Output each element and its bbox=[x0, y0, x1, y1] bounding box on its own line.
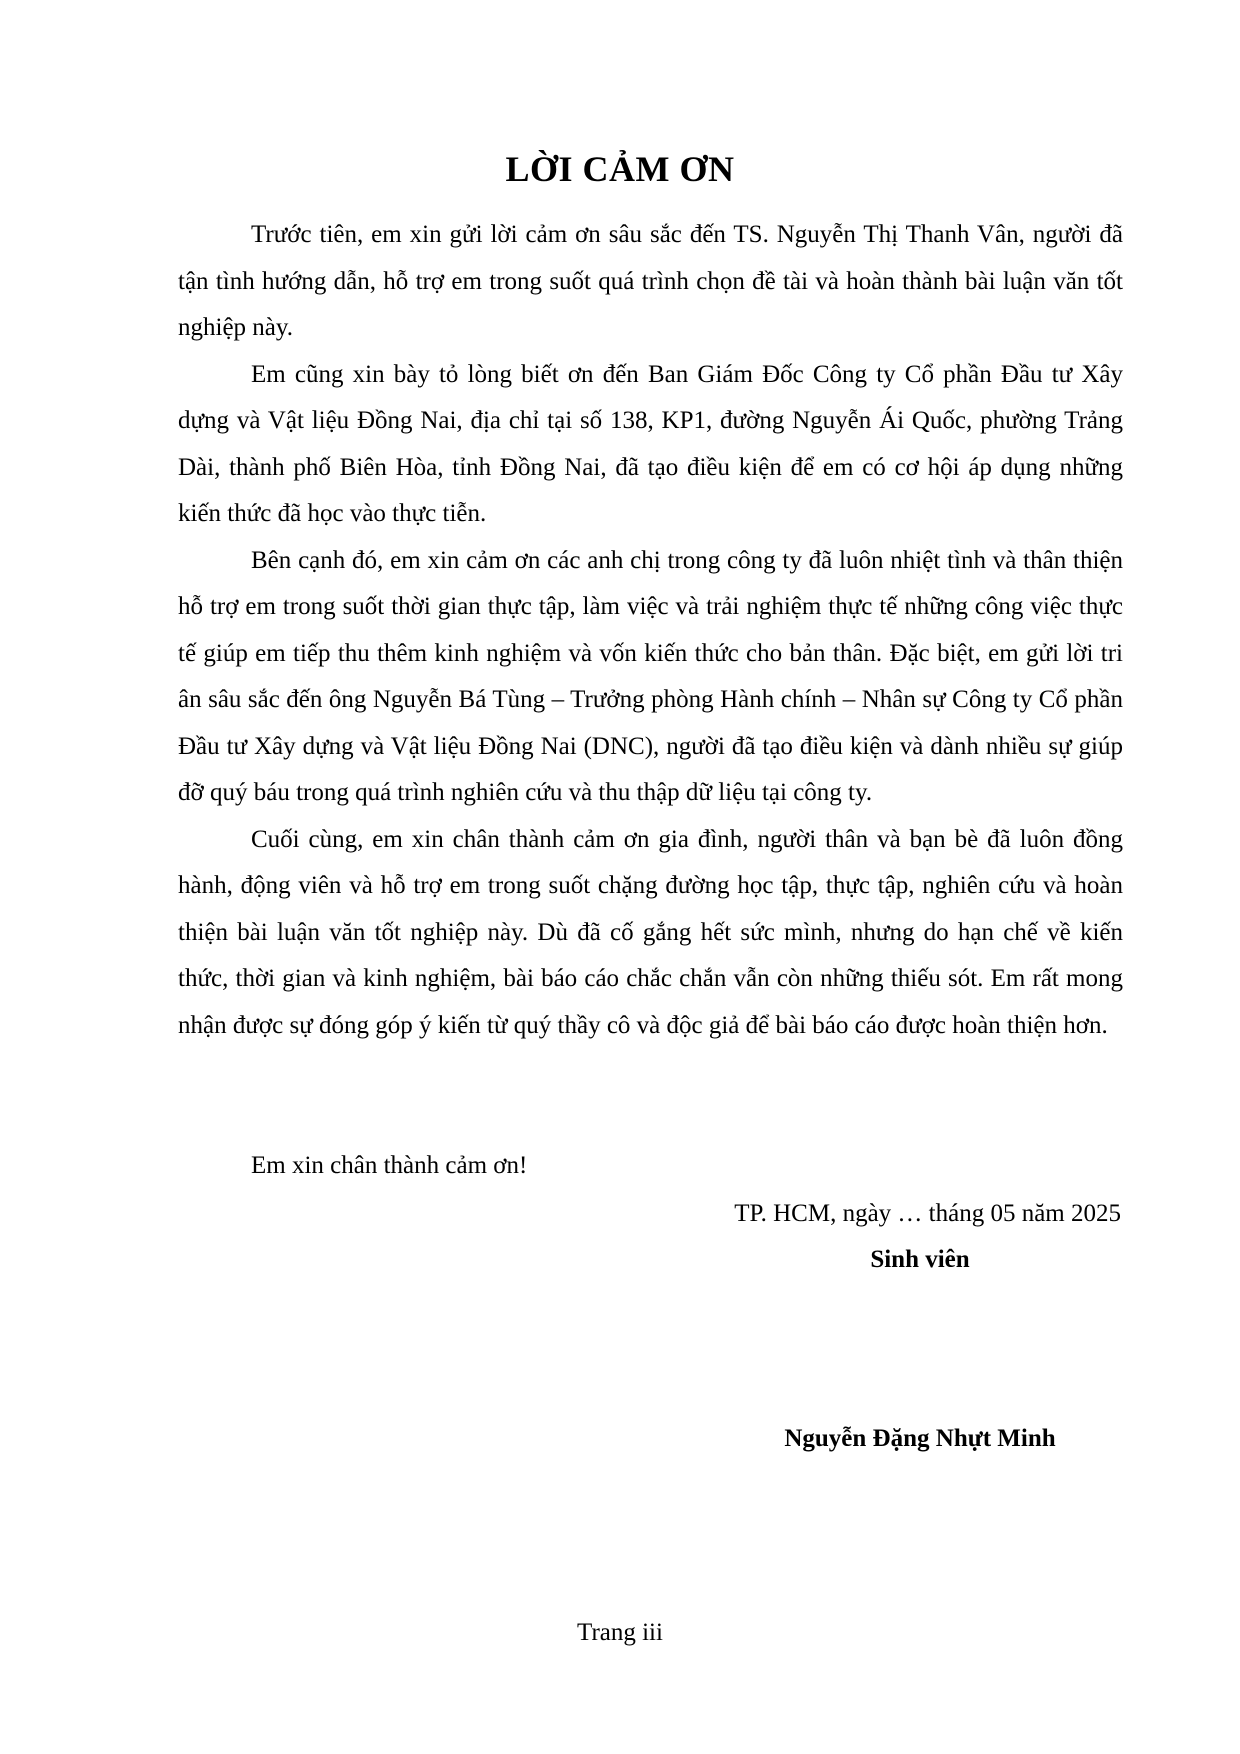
page-title: LỜI CẢM ƠN bbox=[505, 149, 735, 189]
closing-line: Em xin chân thành cảm ơn! bbox=[251, 1152, 528, 1179]
signer-role: Sinh viên bbox=[870, 1246, 970, 1273]
place-date: TP. HCM, ngày … tháng 05 năm 2025 bbox=[734, 1200, 1121, 1227]
paragraph-4: Cuối cùng, em xin chân thành cảm ơn gia đình, người thân và bạn bè đã luôn đồng hành, động viên và hỗ trợ em trong suốt chặng đường học tập, thực tập, nghiên cứu và hoàn thiện bài luận văn tốt nghiệp này. Dù đã cố gắng hết sức mình, nhưng do hạn chế về kiến thức, thời gian và kinh nghiệm, bài báo cáo chắc chắn vẫn còn những thiếu sót. Em rất mong nhận được sự đóng góp ý kiến từ quý thầy cô và độc giả để bài báo cáo được hoàn thiện hơn. bbox=[178, 825, 1123, 1039]
paragraph-3: Bên cạnh đó, em xin cảm ơn các anh chị trong công ty đã luôn nhiệt tình và thân thiện hỗ trợ em trong suốt thời gian thực tập, làm việc và trải nghiệm thực tế những công việc thực tế giúp em tiếp thu thêm kinh nghiệm và vốn kiến thức cho bản thân. Đặc biệt, em gửi lời tri ân sâu sắc đến ông Nguyễn Bá Tùng – Trưởng phòng Hành chính – Nhân sự Công ty Cổ phần Đầu tư Xây dựng và Vật liệu Đồng Nai (DNC), người đã tạo điều kiện và dành nhiều sự giúp đỡ quý báu trong quá trình nghiên cứu và thu thập dữ liệu tại công ty. bbox=[178, 546, 1123, 806]
paragraph-2: Em cũng xin bày tỏ lòng biết ơn đến Ban Giám Đốc Công ty Cổ phần Đầu tư Xây dựng và Vật liệu Đồng Nai, địa chỉ tại số 138, KP1, đường Nguyễn Ái Quốc, phường Trảng Dài, thành phố Biên Hòa, tỉnh Đồng Nai, đã tạo điều kiện để em có cơ hội áp dụng những kiến thức đã học vào thực tiễn. bbox=[178, 360, 1123, 527]
signer-name: Nguyễn Đặng Nhựt Minh bbox=[784, 1425, 1056, 1452]
page-number: Trang iii bbox=[577, 1619, 663, 1646]
paragraph-1: Trước tiên, em xin gửi lời cảm ơn sâu sắc đến TS. Nguyễn Thị Thanh Vân, người đã tận tình hướng dẫn, hỗ trợ em trong suốt quá trình chọn đề tài và hoàn thành bài luận văn tốt nghiệp này. bbox=[178, 221, 1123, 341]
acknowledgement-body bbox=[178, 212, 1123, 1049]
